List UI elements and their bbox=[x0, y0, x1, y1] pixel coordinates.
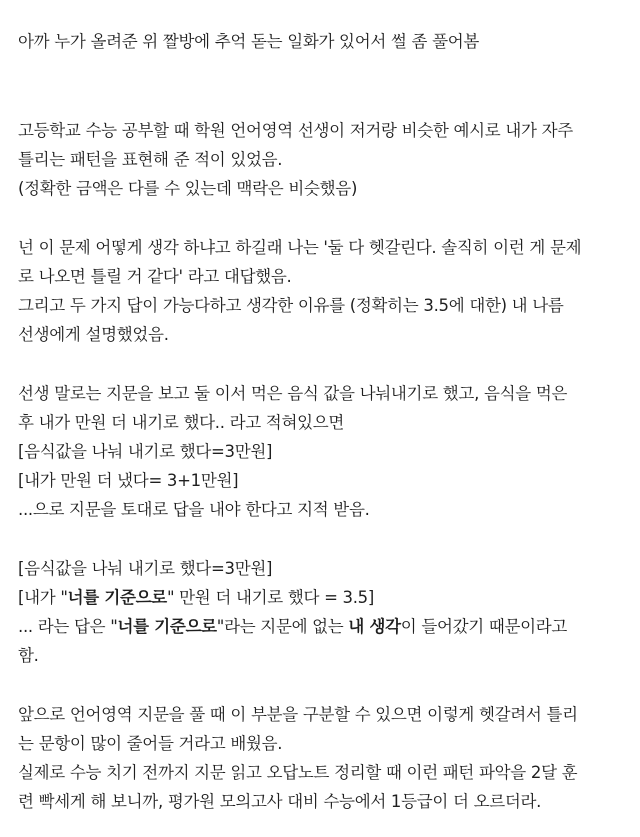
paragraph-4-line-4: 함. bbox=[18, 646, 39, 665]
intro-line: 아까 누가 올려준 위 짤방에 추억 돋는 일화가 있어서 썰 좀 풀어봄 bbox=[18, 32, 480, 51]
paragraph-1-line-1: 고등학교 수능 공부할 때 학원 언어영역 선생이 저거랑 비슷한 예시로 내가 자주 bbox=[18, 121, 573, 140]
bold-emphasis: 너를 기준으로 bbox=[67, 588, 167, 607]
paragraph-2-line-3: 그리고 두 가지 답이 가능다하고 생각한 이유를 (정확히는 3.5에 대한) 내 나름 bbox=[18, 296, 564, 315]
text-span: 이 들어갔기 때문이라고 bbox=[400, 617, 568, 636]
paragraph-5-line-3: 실제로 수능 치기 전까지 지문 읽고 오답노트 정리할 때 이런 패턴 파악을 2달 훈 bbox=[18, 763, 578, 782]
paragraph-2-line-2: 로 나오면 틀릴 거 같다' 라고 대답했음. bbox=[18, 267, 292, 286]
paragraph-2-line-4: 선생에게 설명했었음. bbox=[18, 325, 169, 344]
paragraph-4-line-2 bbox=[18, 586, 630, 610]
text-span: " 만원 더 내기로 했다 = 3.5] bbox=[166, 588, 375, 607]
paragraph-5-line-1: 앞으로 언어영역 지문을 풀 때 이 부분을 구분할 수 있으면 이렇게 헷갈려서 틀리 bbox=[18, 705, 578, 724]
paragraph-3-line-4: [내가 만원 더 냈다= 3+1만원] bbox=[18, 471, 239, 490]
paragraph-2-line-1: 넌 이 문제 어떻게 생각 하냐고 하길래 나는 '둘 다 헷갈린다. 솔직히 이런 게 문제 bbox=[18, 238, 582, 257]
paragraph-1-line-2: 틀리는 패턴을 표현해 준 적이 있었음. bbox=[18, 150, 283, 169]
paragraph-3-line-3: [음식값을 나눠 내기로 했다=3만원] bbox=[18, 442, 273, 461]
paragraph-4-line-3 bbox=[18, 615, 630, 639]
text-span: [내가 " bbox=[18, 588, 68, 607]
paragraph-3-line-1: 선생 말로는 지문을 보고 둘 이서 먹은 음식 값을 나눠내기로 했고, 음식을 먹은 bbox=[18, 384, 568, 403]
bold-emphasis: 너를 기준으로 bbox=[117, 617, 217, 636]
paragraph-4-line-1: [음식값을 나눠 내기로 했다=3만원] bbox=[18, 559, 273, 578]
bold-emphasis: 내 생각 bbox=[348, 617, 401, 636]
paragraph-1-line-3: (정확한 금액은 다를 수 있는데 맥락은 비슷했음) bbox=[18, 179, 358, 198]
paragraph-5-line-4: 련 빡세게 해 보니까, 평가원 모의고사 대비 수능에서 1등급이 더 오르더라. bbox=[18, 792, 542, 811]
text-span: ... 라는 답은 " bbox=[18, 617, 118, 636]
paragraph-5-line-2: 는 문항이 많이 줄어들 거라고 배웠음. bbox=[18, 734, 283, 753]
text-span: "라는 지문에 없는 bbox=[216, 617, 349, 636]
paragraph-3-line-5: ...으로 지문을 토대로 답을 내야 한다고 지적 받음. bbox=[18, 500, 370, 519]
paragraph-3-line-2: 후 내가 만원 더 내기로 했다.. 라고 적혀있으면 bbox=[18, 413, 345, 432]
